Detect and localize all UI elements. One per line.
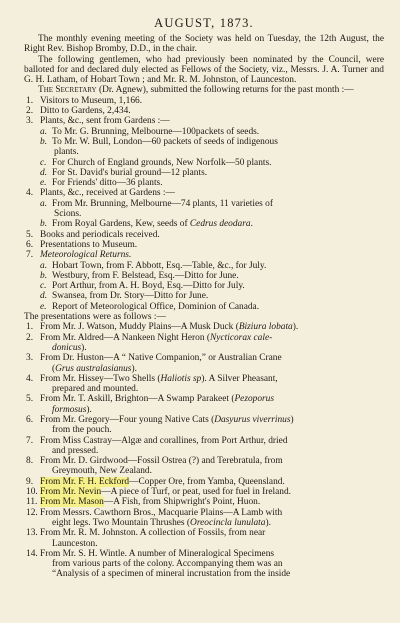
presentation-12: 12. From Messrs. Cawthorn Bros., Macquarie Plains—A Lamb with bbox=[26, 507, 283, 518]
intro-paragraph-3 bbox=[24, 85, 384, 95]
presentation-12-cont: eight legs. Two Mountain Thrushes (Oreocincla lunulata). bbox=[52, 517, 271, 528]
secretary-text: (Dr. Agnew), submitted the following returns for the past month :— bbox=[96, 85, 354, 96]
intro-paragraph-2: The following gentlemen, who had previously been nominated by the Council, were balloted for and declared duly elected as Fellows of the Society, viz., Messrs. J. A. Turner and G. H. Latham, of Hobart Town ; and Mr. R. M. Johnston, of Launceston. bbox=[24, 54, 384, 86]
presentation-13-cont: Launceston. bbox=[52, 538, 98, 549]
highlight: From Mr. Mason bbox=[40, 497, 104, 508]
plants-sent-c: c. For Church of England grounds, New Norfolk—50 plants. bbox=[40, 157, 272, 168]
meteo-c: c. Port Arthur, from A. H. Boyd, Esq.—Ditto for July. bbox=[40, 281, 245, 292]
presentation-3: 3. From Dr. Huston—A “ Native Companion,” or Australian Crane bbox=[26, 353, 282, 364]
intro-paragraph-1: The monthly evening meeting of the Society was held on Tuesday, the 12th August, the Right Rev. Bishop Bromby, D.D., in the chair. bbox=[24, 34, 384, 55]
return-item-3: 3. Plants, &c., sent from Gardens :— bbox=[26, 116, 170, 127]
presentation-13: 13. From Mr. R. M. Johnston. A collection of Fossils, from near bbox=[26, 528, 266, 539]
presentation-4-cont: prepared and mounted. bbox=[52, 384, 139, 395]
presentation-7-cont: and pressed. bbox=[52, 445, 99, 456]
return-item-4: 4. Plants, &c., received at Gardens :— bbox=[26, 188, 175, 199]
presentation-10: 10. From Mr. Nevin—A piece of Turf, or peat, used for fuel in Ireland. bbox=[26, 487, 291, 498]
meteo-e: e. Report of Meteorological Office, Dominion of Canada. bbox=[40, 301, 260, 312]
presentation-9: 9. From Mr. F. H. Eckford—Copper Ore, from Yamba, Queensland. bbox=[26, 476, 285, 487]
presentation-2: 2. From Mr. Aldred—A Nankeen Night Heron (Nycticorax cale- bbox=[26, 332, 273, 343]
return-item-2: 2. Ditto to Gardens, 2,434. bbox=[26, 106, 131, 117]
plants-received-b: b. From Royal Gardens, Kew, seeds of Cedrus deodara. bbox=[40, 219, 253, 230]
presentations-intro: The presentations were as follows :— bbox=[24, 312, 166, 323]
presentation-6: 6. From Mr. Gregory—Four young Native Cats (Dasyurus viverrinus) bbox=[26, 414, 294, 425]
highlight: From Mr. Nevin bbox=[40, 487, 102, 498]
presentation-14-cont: from various parts of the colony. Accompanying them was an bbox=[52, 559, 283, 570]
return-item-6: 6. Presentations to Museum. bbox=[26, 239, 138, 250]
presentation-5: 5. From Mr. T. Askill, Brighton—A Swamp Parakeet (Pezoporus bbox=[26, 394, 275, 405]
presentation-7: 7. From Miss Castray—Algæ and corallines, from Port Arthur, dried bbox=[26, 435, 288, 446]
return-item-5: 5. Books and periodicals received. bbox=[26, 229, 160, 240]
return-item-7: 7. Meteorological Returns. bbox=[26, 250, 132, 261]
presentation-6-cont: from the pouch. bbox=[52, 425, 112, 436]
presentation-8-cont: Greymouth, New Zealand. bbox=[52, 466, 152, 477]
presentation-14-cont-2: “Analysis of a specimen of mineral incrustation from the inside bbox=[52, 569, 291, 580]
plants-sent-b: b. To Mr. W. Bull, London—60 packets of seeds of indigenous bbox=[40, 136, 278, 147]
presentation-3-cont: (Grus australasianus). bbox=[52, 363, 137, 374]
return-item-1: 1. Visitors to Museum, 1,166. bbox=[26, 95, 143, 106]
highlight: From Mr. F. H. Eckford bbox=[40, 476, 130, 487]
presentation-4: 4. From Mr. Hissey—Two Shells (Haliotis sp). A Silver Pheasant, bbox=[26, 373, 278, 384]
plants-sent-e: e. For Friends' ditto—36 plants. bbox=[40, 178, 163, 189]
plants-sent-a: a. To Mr. G. Brunning, Melbourne—100packets of seeds. bbox=[40, 126, 260, 137]
presentation-5-cont: formosus). bbox=[52, 404, 92, 415]
plants-sent-b-cont: plants. bbox=[54, 147, 79, 158]
returns-list bbox=[24, 96, 384, 312]
presentation-14: 14. From Mr. S. H. Wintle. A number of Mineralogical Specimens bbox=[26, 548, 275, 559]
meteo-d: d. Swansea, from Dr. Story—Ditto for June. bbox=[40, 291, 209, 302]
presentation-11: 11. From Mr. Mason—A Fish, from Shipwright's Point, Huon. bbox=[26, 497, 261, 508]
presentation-2-cont: donicus). bbox=[52, 342, 87, 353]
plants-received-a-cont: Scions. bbox=[54, 209, 82, 220]
presentation-8: 8. From Mr. D. Girdwood—Fossil Ostrea (?) and Terebratula, from bbox=[26, 456, 283, 467]
presentation-1: 1. From Mr. J. Watson, Muddy Plains—A Musk Duck (Biziura lobata). bbox=[26, 322, 299, 333]
meteo-a: a. Hobart Town, from F. Abbott, Esq.—Table, &c., for July. bbox=[40, 260, 267, 271]
meteo-b: b. Westbury, from F. Belstead, Esq.—Ditto for June. bbox=[40, 270, 239, 281]
plants-sent-d: d. For St. David's burial ground—12 plants. bbox=[40, 167, 208, 178]
presentations-list bbox=[24, 322, 384, 579]
plants-received-a: a. From Mr. Brunning, Melbourne—74 plants, 11 varieties of bbox=[40, 198, 273, 209]
secretary-label: The Secretary bbox=[38, 85, 97, 96]
page-heading: AUGUST, 1873. bbox=[154, 16, 254, 30]
